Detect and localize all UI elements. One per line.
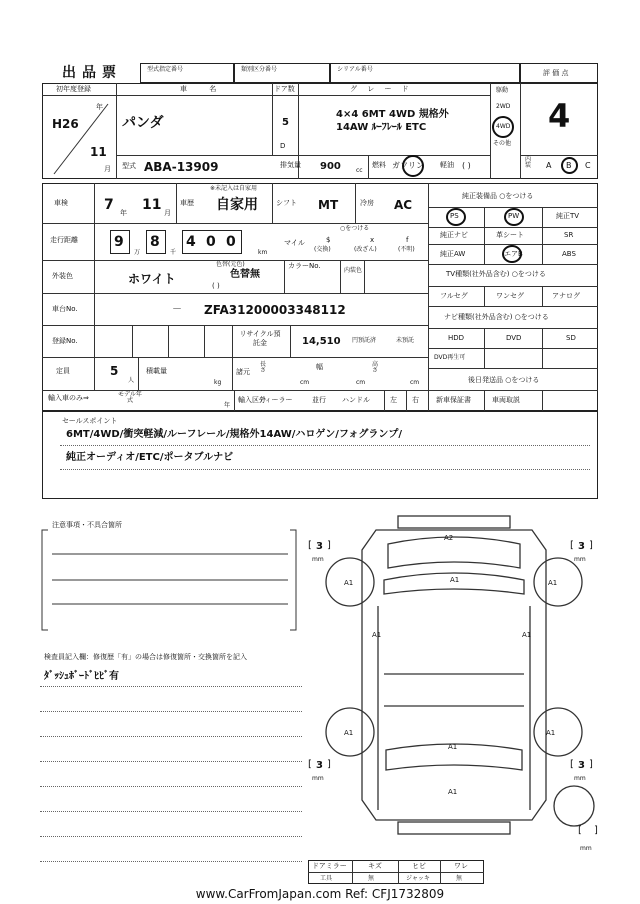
right-option: 右 [412,396,419,404]
recycle-value: 14,510 [302,336,341,347]
fuel-circle [402,155,424,177]
first-reg-month: 11 [90,145,107,159]
mark-rear-right-tire: A1 [546,729,556,737]
doors-value: 5 [282,117,289,128]
first-reg-label: 初年度登録 [56,85,91,93]
tv-fullseg: フルセグ [440,292,468,300]
tire-depth-rr-open: [ [570,759,574,770]
navi-dvd: DVD [506,334,522,342]
opt-f: f [406,236,409,244]
tire-depth-rr-close: ] [589,759,593,770]
color-value: ホワイト [128,272,176,286]
inspector-label: 検査員記入欄：修復歴「有」の場合は修復箇所・交換箇所を記入 [44,653,247,661]
width-cm: cm [356,379,366,386]
color-no-label: カラーNo. [288,262,321,270]
displacement-value: 900 [320,161,341,172]
first-reg-month-unit: 月 [104,165,111,173]
after-manual: 車両取説 [492,396,520,404]
drive-circle [492,116,514,138]
shift-label: シフト [276,199,297,207]
legend-tools-value: 無 [368,875,375,882]
score-header-box [520,63,598,83]
inspection-year-unit: 年 [120,209,127,217]
spare-depth-close: ] [594,825,598,836]
mark-rear-bumper: A1 [448,788,458,796]
length-cm: cm [300,379,310,386]
car-diagram [300,510,610,860]
mileage-sen: 千 [170,249,177,256]
displacement-unit: cc [356,167,363,174]
length-label: 長さ [260,361,267,374]
sales-line1: 6MT/4WD/衝突軽減/ルーフレール/規格外14AW/ハロゲン/フォグランプ/ [66,429,403,440]
mark-left-door: A1 [372,631,382,639]
mark-hood: A1 [450,576,460,584]
capacity-value: 5 [110,364,119,378]
tire-unit-spare: mm [580,845,592,852]
load-label: 積載量 [146,367,167,375]
oil-label: 軽油 [440,161,454,169]
equip-airbag: エアB [504,250,523,258]
tire-depth-rl: 3 [316,760,323,771]
tire-depth-fr-open: [ [570,540,574,551]
mileage-digit-3: 4 [186,234,196,250]
equip-navi: 純正ナビ [440,231,468,239]
legend-crack: ヒビ [412,862,426,870]
dvd-playback: DVD再生可 [434,354,466,361]
tire-unit-fr: mm [574,556,586,563]
equipment-title: 純正装備品 ○をつける [462,192,534,200]
navi-hdd: HDD [448,334,465,342]
opt-unknown: (不明) [398,246,415,253]
mark-front-left-tire: A1 [344,579,354,587]
tire-depth-fr-close: ] [589,540,593,551]
type-approval-box [140,63,234,83]
height-label: 高さ [372,361,379,374]
legend-break: ワレ [454,862,468,870]
ac-label: 冷房 [360,199,374,207]
oil-paren: ( ) [462,161,471,170]
fuel-value: ガソリン [392,161,424,170]
score-value: 4 [548,97,571,135]
interior-color-label: 内装色 [344,267,363,274]
inspection-label: 車検 [54,199,68,207]
equip-sr: SR [564,231,574,239]
drive-label: 駆動 [496,87,509,94]
dims-label: 諸元 [236,368,250,376]
parallel-option: 並行 [312,396,326,404]
equip-airbag-circle [502,245,522,263]
equip-pw: PW [508,212,520,220]
mileage-label: 走行距離 [50,236,78,244]
ac-value: AC [394,198,413,212]
mileage-digit-4: 0 [206,234,216,250]
chassis-dash: － [172,304,182,315]
inspector-note: ﾀﾞｯｼｭﾎﾞｰﾄﾞﾋﾋﾞ有 [44,671,119,682]
grade-label: グ レ ー ド [350,85,413,93]
caution-bracket [38,526,300,636]
import-label: 輸入車のみ⇒ [48,394,89,402]
class-box [234,63,330,83]
dealer-option: ディーラー [258,396,293,404]
equip-aw: 純正AW [440,250,466,258]
doors-suffix: D [280,142,286,150]
equip-leather: 革シート [496,231,524,239]
fuel-label: 燃料 [372,161,386,169]
history-value: 自家用 [216,197,258,213]
tire-depth-fl-close: ] [327,540,331,551]
history-note: ※未記入は自家用 [210,185,258,192]
car-name: パンダ [122,115,164,131]
grade-line2: 14AW ﾙｰﾌﾚｰﾙ ETC [336,122,427,133]
tire-depth-rl-close: ] [327,759,331,770]
serial-label: シリアル番号 [337,66,373,73]
class-label: 類別区分番号 [241,66,278,73]
height-cm: cm [410,379,420,386]
tv-analog: アナログ [552,292,580,300]
first-reg-era: H26 [52,117,79,131]
history-label: 車歴 [180,199,194,207]
model-code-label: 型式 [122,162,136,170]
equip-ps: PS [450,212,459,220]
type-approval-label: 型式指定番号 [147,66,184,73]
handle-label: ハンドル [342,396,370,404]
diagonal-slash [50,100,112,178]
circle-note: ○をつける [340,225,370,232]
score-label: 評 価 点 [543,69,569,77]
inspection-year: 7 [104,197,114,213]
legend-jack-value: 無 [456,875,463,882]
footer-ref: www.CarFromJapan.com Ref: CFJ1732809 [195,887,445,901]
mark-front-right-tire: A1 [548,579,558,587]
mileage-man: 万 [134,249,141,256]
equip-ps-circle [446,208,466,226]
interior-circle [561,157,578,174]
navi-title: ナビ種類(社外品含む) ○をつける [444,313,549,321]
shift-value: MT [318,198,339,212]
opt-modified: (改ざん) [354,246,377,253]
interior-c: C [585,161,591,170]
reg-label: 登録No. [52,337,78,345]
inspection-month: 11 [142,197,162,213]
legend-jack: ジャッキ [406,875,430,882]
navi-sd: SD [566,334,576,342]
load-unit: kg [214,379,222,386]
mile-label: マイル [284,239,305,247]
capacity-label: 定員 [56,367,70,375]
tire-unit-rr: mm [574,775,586,782]
recycle-unpaid: 未預託 [396,337,415,344]
after-title: 後日発送品 ○をつける [468,376,540,384]
opt-exchange: (交換) [314,246,331,253]
tire-depth-fr: 3 [578,541,585,552]
doors-label: ドア数 [274,85,295,93]
recycle-paid: 円預託済 [352,337,377,344]
interior-b: B [566,161,572,170]
mileage-km: km [258,249,268,256]
mark-rear-left-tire: A1 [344,729,354,737]
import-class-label: 輸入区分 [238,396,266,404]
sales-line2: 純正オーディオ/ETC/ポータブルナビ [66,452,234,463]
tire-unit-rl: mm [312,775,324,782]
first-reg-year-unit: 年 [96,103,103,111]
tire-depth-rr: 3 [578,760,585,771]
interior-label: 内装 [525,156,532,169]
tire-depth-fl-open: [ [308,540,312,551]
serial-box [330,63,520,83]
car-name-label: 車 名 [180,85,227,93]
legend-tools: 工具 [320,875,333,882]
grade-line1: 4×4 6MT 4WD 規格外 [336,109,449,120]
form-title: 出品票 [62,65,122,81]
inspection-month-unit: 月 [164,209,171,217]
spare-depth-open: [ [578,825,582,836]
drive-4wd: 4WD [496,123,511,130]
opt-x: x [370,236,375,244]
mileage-digit-1: 9 [114,234,124,250]
equip-pw-circle [504,208,524,226]
capacity-unit: 人 [128,377,135,384]
caution-label: 注意事項・不具合箇所 [52,521,122,529]
equip-tv: 純正TV [556,212,580,220]
mark-right-door: A1 [522,631,532,639]
tv-oneseg: ワンセグ [496,292,524,300]
tire-depth-rl-open: [ [308,759,312,770]
color-change-value: 色替無 [230,269,260,280]
tv-title: TV種類(社外品含む) ○をつける [446,270,546,278]
drive-other: その他 [493,140,512,147]
chassis-label: 車台No. [52,305,78,313]
interior-a: A [546,161,552,170]
model-code: ABA-13909 [144,160,219,174]
equip-abs: ABS [562,250,576,258]
model-year-label: モデル年式 [118,391,142,404]
color-change-label: 色替(元色) [216,261,245,268]
displacement-label: 排気量 [280,161,301,169]
sales-label: セールスポイント [62,417,118,425]
legend-scratch: キズ [368,862,382,870]
width-label: 幅 [316,363,323,371]
chassis-no: ZFA31200003348112 [204,303,346,317]
tire-unit-fl: mm [312,556,324,563]
recycle-label: リサイクル預託金 [239,330,281,347]
left-option: 左 [390,396,397,404]
opt-dollar: $ [326,236,331,244]
after-warranty: 新車保証書 [436,396,471,404]
color-paren: ( ) [212,282,220,290]
color-label: 外装色 [52,272,73,280]
mileage-digit-2: 8 [150,234,160,250]
legend-mirror: ドアミラー [312,862,347,870]
tire-depth-fl: 3 [316,541,323,552]
mark-front-bumper: A2 [444,534,454,542]
mark-trunk: A1 [448,743,458,751]
model-year-unit: 年 [224,402,231,409]
mileage-digit-5: 0 [226,234,236,250]
drive-2wd: 2WD [496,103,511,110]
